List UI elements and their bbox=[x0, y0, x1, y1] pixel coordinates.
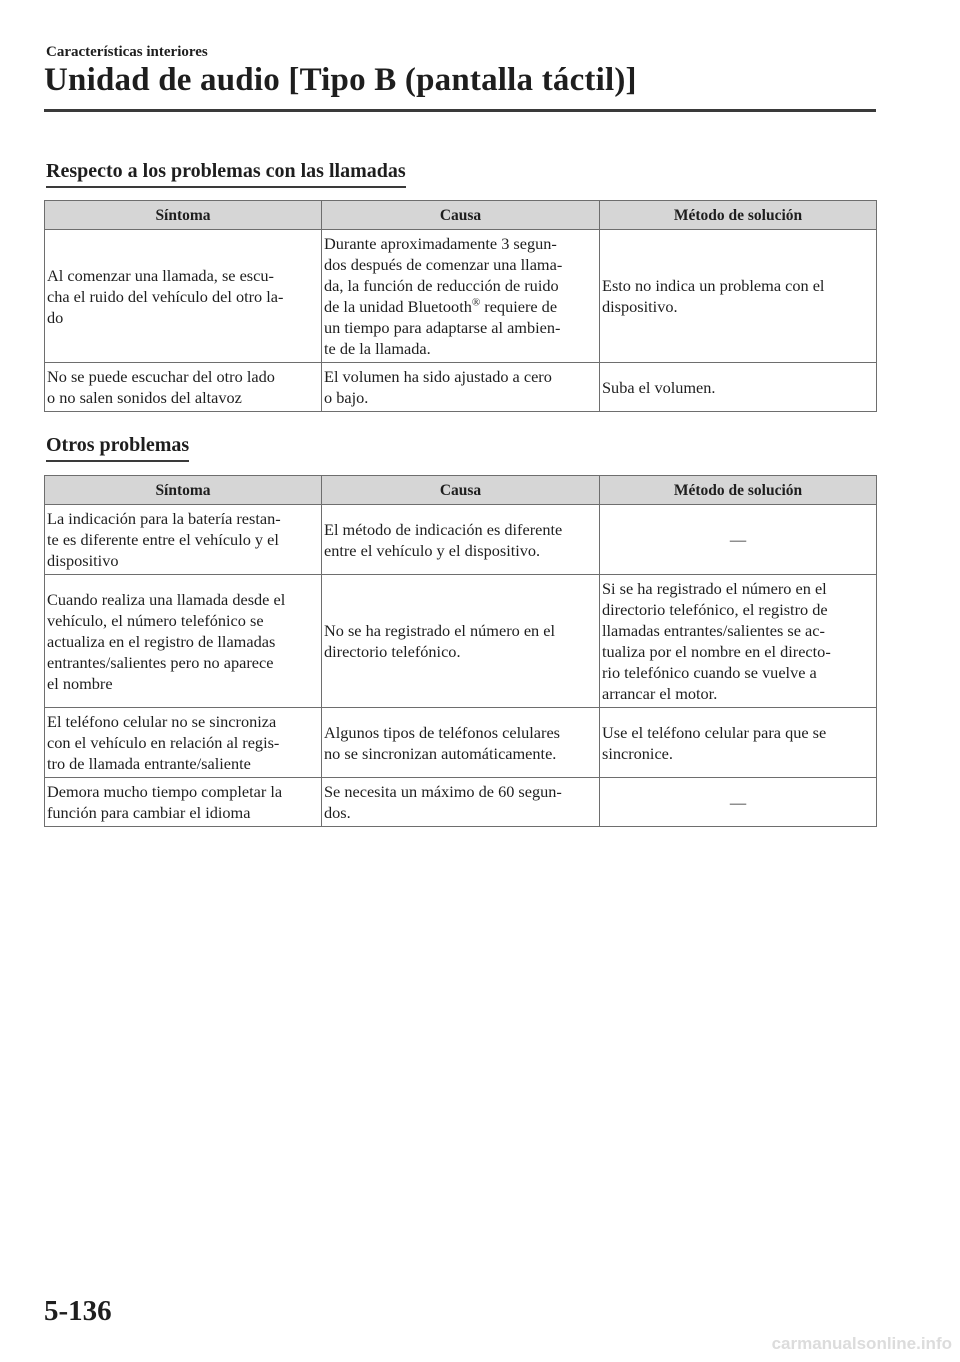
cause-text-continued: requiere de un tiempo para adaptarse al ambien- te de la llamada. bbox=[324, 297, 561, 358]
page-number: 5-136 bbox=[44, 1295, 112, 1327]
other-problems-heading: Otros problemas bbox=[46, 434, 189, 462]
cause-cell bbox=[322, 230, 600, 363]
cause-cell: No se ha registrado el número en el directorio telefónico. bbox=[322, 575, 600, 708]
column-header-solution: Método de solución bbox=[600, 201, 877, 230]
cause-cell: Se necesita un máximo de 60 segun- dos. bbox=[322, 778, 600, 827]
column-header-cause: Causa bbox=[322, 201, 600, 230]
solution-cell: Si se ha registrado el número en el directorio telefónico, el registro de llamadas entrantes/salientes se ac- tualiza por el nombre en el directo- rio telefónico cuando se vuelve a arrancar el motor. bbox=[600, 575, 877, 708]
table-header-row bbox=[45, 201, 877, 230]
column-header-symptom: Síntoma bbox=[45, 476, 322, 505]
call-problems-table bbox=[44, 200, 877, 412]
cause-cell: El método de indicación es diferente entre el vehículo y el dispositivo. bbox=[322, 505, 600, 575]
table-row bbox=[45, 708, 877, 778]
solution-cell: Esto no indica un problema con el dispositivo. bbox=[600, 230, 877, 363]
symptom-cell: Al comenzar una llamada, se escu- cha el ruido del vehículo del otro la- do bbox=[45, 230, 322, 363]
table-row bbox=[45, 363, 877, 412]
symptom-cell: El teléfono celular no se sincroniza con el vehículo en relación al regis- tro de llamada entrante/saliente bbox=[45, 708, 322, 778]
column-header-symptom: Síntoma bbox=[45, 201, 322, 230]
symptom-cell: Cuando realiza una llamada desde el vehículo, el número telefónico se actualiza en el registro de llamadas entrantes/salientes pero no aparece el nombre bbox=[45, 575, 322, 708]
symptom-cell: La indicación para la batería restan- te es diferente entre el vehículo y el dispositivo bbox=[45, 505, 322, 575]
table-header-row bbox=[45, 476, 877, 505]
solution-cell: Suba el volumen. bbox=[600, 363, 877, 412]
solution-cell: — bbox=[600, 505, 877, 575]
cause-text: Durante aproximadamente 3 segun- dos después de comenzar una llama- da, la función de reducción de ruido de la unidad Bluetooth bbox=[324, 234, 563, 316]
solution-cell: Use el teléfono celular para que se sincronice. bbox=[600, 708, 877, 778]
section-label: Características interiores bbox=[46, 44, 208, 60]
column-header-cause: Causa bbox=[322, 476, 600, 505]
table-row bbox=[45, 575, 877, 708]
registered-mark: ® bbox=[471, 296, 481, 309]
table-row bbox=[45, 778, 877, 827]
other-problems-table bbox=[44, 475, 877, 827]
cause-cell: El volumen ha sido ajustado a cero o bajo. bbox=[322, 363, 600, 412]
symptom-cell: Demora mucho tiempo completar la función para cambiar el idioma bbox=[45, 778, 322, 827]
column-header-solution: Método de solución bbox=[600, 476, 877, 505]
cause-cell: Algunos tipos de teléfonos celulares no se sincronizan automáticamente. bbox=[322, 708, 600, 778]
symptom-cell: No se puede escuchar del otro lado o no salen sonidos del altavoz bbox=[45, 363, 322, 412]
title-divider bbox=[44, 109, 876, 112]
watermark: carmanualsonline.info bbox=[771, 1334, 952, 1353]
page-title: Unidad de audio [Tipo B (pantalla táctil)] bbox=[44, 62, 637, 98]
solution-cell: — bbox=[600, 778, 877, 827]
table-row bbox=[45, 230, 877, 363]
table-row bbox=[45, 505, 877, 575]
call-problems-heading: Respecto a los problemas con las llamadas bbox=[46, 160, 406, 188]
